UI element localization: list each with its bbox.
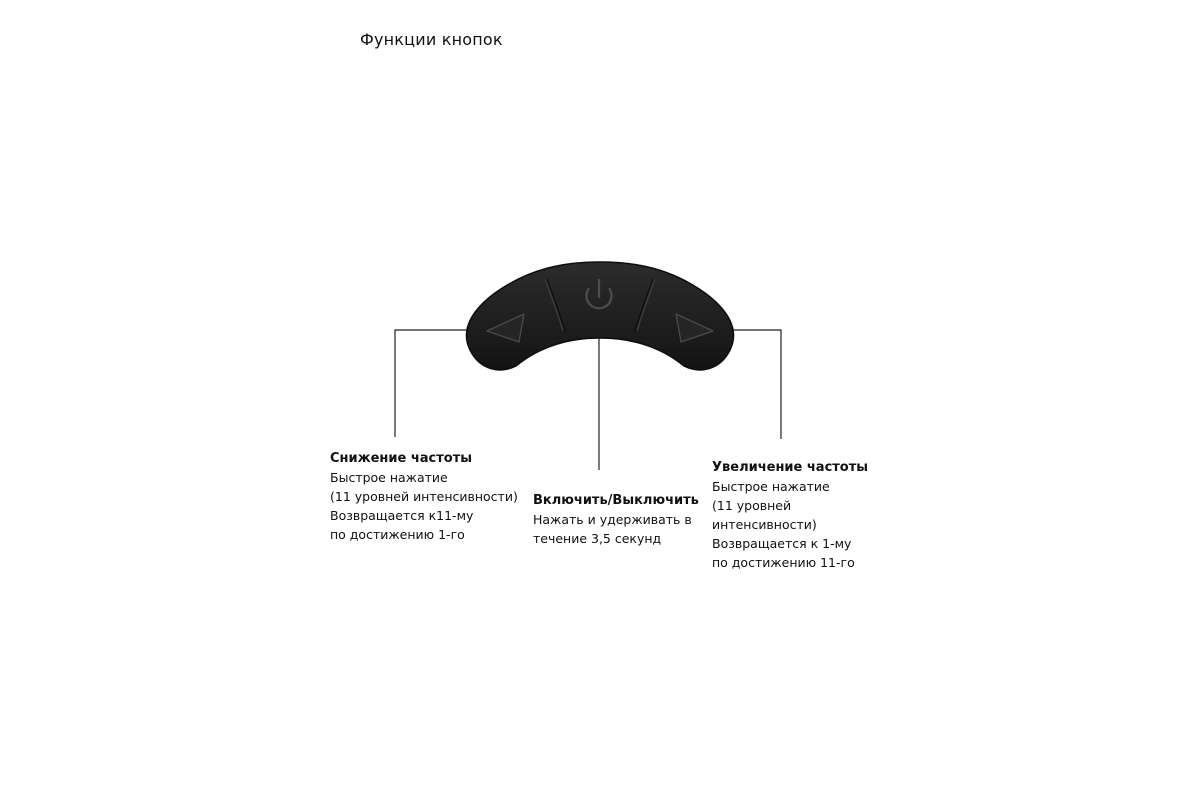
power-line-2: течение 3,5 секунд [533, 531, 662, 546]
decrease-label [330, 449, 518, 544]
decrease-line-3: Возвращается к11-му [330, 508, 474, 523]
page-title: Функции кнопок [360, 30, 503, 49]
decrease-line-2: (11 уровней интенсивности) [330, 489, 518, 504]
power-heading: Включить/Выключить [533, 493, 699, 508]
remote-body [466, 262, 733, 370]
increase-line-2: (11 уровней [712, 498, 792, 513]
decrease-heading: Снижение частоты [330, 451, 472, 466]
increase-label [712, 458, 868, 572]
increase-line-5: по достижению 11-го [712, 555, 855, 570]
increase-line-1: Быстрое нажатие [712, 479, 830, 494]
increase-heading: Увеличение частоты [712, 460, 869, 475]
power-line-1: Нажать и удерживать в [533, 512, 692, 527]
power-label [533, 491, 699, 548]
decrease-line-1: Быстрое нажатие [330, 470, 448, 485]
decrease-line-4: по достижению 1-го [330, 527, 465, 542]
increase-line-4: Возвращается к 1-му [712, 536, 852, 551]
increase-line-3: интенсивности) [712, 517, 817, 532]
